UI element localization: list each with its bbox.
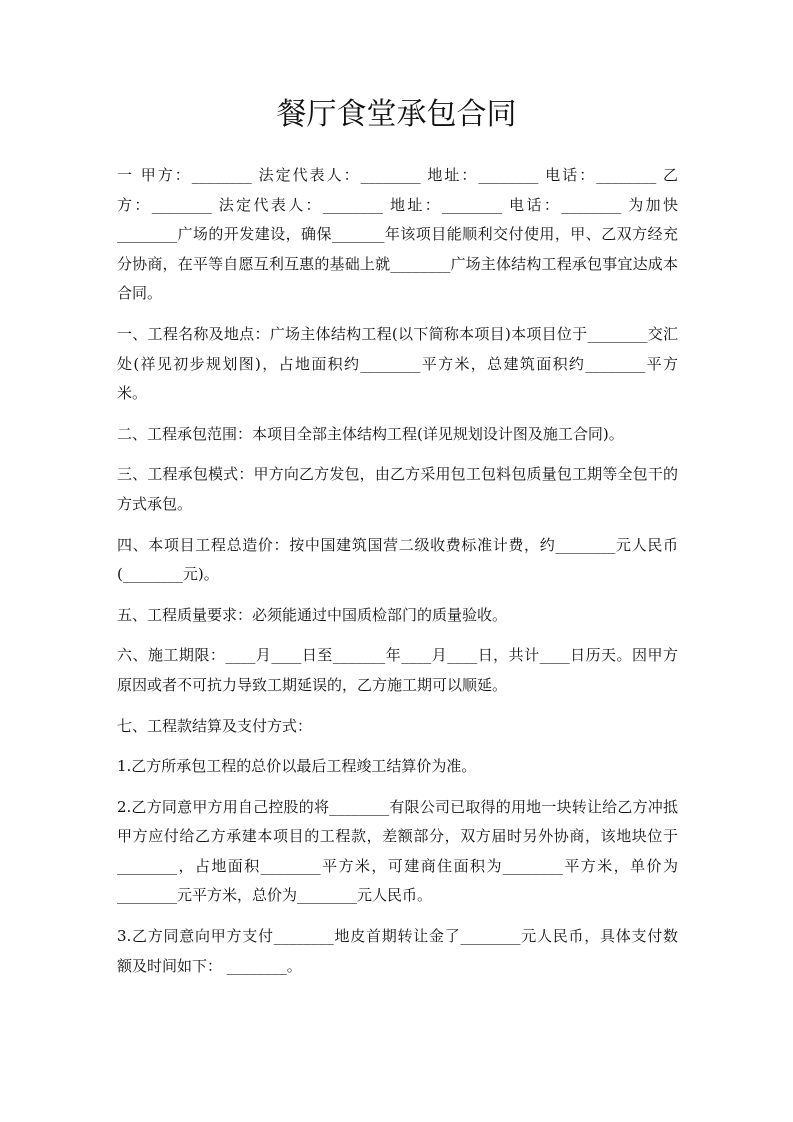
clause-line: 方式承包。: [117, 494, 193, 513]
clause-line: 原因或者不可抗力导致工期延误的，乙方施工期可以顺延。: [117, 675, 508, 694]
contract-clause-total-cost: [117, 531, 678, 590]
clause-line: ________广场的开发建设，确保_______年该项目能顺利交付使用，甲、乙双方经充: [117, 225, 678, 244]
clause-line: 3.乙方同意向甲方支付________地皮首期转让金了________元人民币，具体支付数: [117, 927, 678, 946]
contract-clause-payment-heading: [117, 712, 678, 742]
contract-clause-quality: [117, 601, 678, 631]
clause-line: 一 甲方：________ 法定代表人：________ 地址：________ 电话：________ 乙: [117, 166, 678, 184]
contract-clause-payment-1: [117, 752, 678, 782]
clause-line: 四、本项目工程总造价：按中国建筑国营二级收费标准计费，约________元人民币: [117, 535, 678, 554]
contract-title: 餐厅食堂承包合同: [276, 97, 517, 132]
clause-line: 额及时间如下： ________。: [117, 956, 302, 975]
clause-line: 2.乙方同意甲方用自己控股的将________有限公司已取得的用地一块转让给乙方冲抵: [117, 797, 678, 816]
clause-line: 一、工程名称及地点：广场主体结构工程(以下简称本项目)本项目位于________交汇: [117, 324, 678, 343]
contract-clause-scope: [117, 420, 678, 450]
clause-line: 二、工程承包范围：本项目全部主体结构工程(详见规划设计图及施工合同)。: [117, 424, 624, 443]
contract-clause-payment-2: [117, 793, 678, 911]
clause-line: (________元)。: [117, 565, 219, 584]
clause-line: 三、工程承包模式：甲方向乙方发包，由乙方采用包工包料包质量包工期等全包干的: [117, 465, 678, 484]
clause-line: 合同。: [117, 284, 163, 303]
clause-line: ________元平方米，总价为________元人民币。: [117, 886, 433, 905]
clause-line: 六、施工期限：____月____日至_______年____月____日，共计____日历天。因甲方: [117, 646, 678, 665]
contract-clause-payment-3: [117, 922, 678, 981]
clause-line: 方：________ 法定代表人：________ 地址：________ 电话：________ 为加快: [117, 195, 678, 214]
contract-clause-mode: [117, 460, 678, 519]
clause-line: 五、工程质量要求：必须能通过中国质检部门的质量验收。: [117, 605, 508, 624]
clause-line: 分协商，在平等自愿互利互惠的基础上就________广场主体结构工程承包事宜达成本: [117, 254, 678, 273]
clause-line: ________，占地面积________平方米，可建商住面积为________平方米，单价为: [117, 856, 678, 875]
clause-line: 七、工程款结算及支付方式：: [117, 716, 313, 735]
contract-body: [117, 161, 678, 992]
contract-clause-preamble: [117, 161, 678, 309]
clause-line: 处(祥见初步规划图)，占地面积约________平方米，总建筑面积约________平方: [117, 354, 678, 373]
clause-line: 甲方应付给乙方承建本项目的工程款，差额部分，双方届时另外协商，该地块位于: [117, 827, 678, 846]
contract-clause-project-name: [117, 320, 678, 409]
contract-clause-period: [117, 641, 678, 700]
clause-line: 米。: [117, 384, 148, 403]
clause-line: 1.乙方所承包工程的总价以最后工程竣工结算价为准。: [117, 757, 477, 776]
